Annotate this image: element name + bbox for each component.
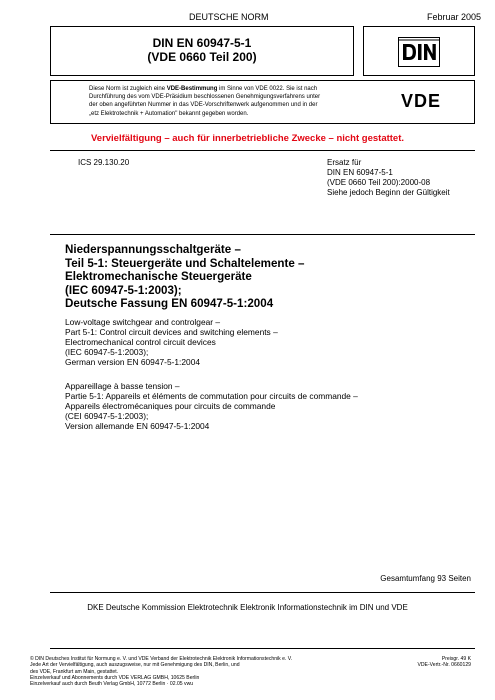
vde-note-text: Diese Norm ist zugleich eine VDE-Bestimmung im Sinne von VDE 0022. Sie ist nach Durchführung des vom VDE-Präsidium beschlossenen Genehmigungsverfahrens unter der oben angeführten Nummer in das VDE-Vorschriftenwerk aufgenommen und in der „etz Elektrotechnik + Automation" bekannt gegeben worden. <box>89 86 321 117</box>
ics-code: ICS 29.130.20 <box>78 158 130 167</box>
divider-title <box>50 234 475 235</box>
title-french: Appareillage à basse tension – Partie 5-1: Appareils et éléments de commutation pour circuits de commande – Appareils électromécaniques pour circuits de commande (CEI 60947-5-1:2003); Version allemande EN 60947-5-1:2004 <box>65 381 358 431</box>
title-german: Niederspannungsschaltgeräte – Teil 5-1: Steuergeräte und Schaltelemente – Elektromechanische Steuergeräte (IEC 60947-5-1:2003); Deutsche Fassung EN 60947-5-1:2004 <box>65 243 305 310</box>
title-english: Low-voltage switchgear and controlgear – Part 5-1: Control circuit devices and switching elements – Electromechanical control circuit devices (IEC 60947-5-1:2003); German version EN 60947-5-1:2004 <box>65 317 278 367</box>
header-date: Februar 2005 <box>426 12 481 22</box>
divider-top <box>50 150 475 151</box>
replacement-info: Ersatz für DIN EN 60947-5-1 (VDE 0660 Teil 200):2000-08 Siehe jedoch Beginn der Gültigkeit <box>327 158 450 197</box>
vde-classification: (VDE 0660 Teil 200) <box>147 50 257 64</box>
divider-dke <box>50 592 475 593</box>
vde-note-box <box>50 80 475 124</box>
standard-number-box <box>50 26 354 76</box>
din-logo-box <box>363 26 475 76</box>
standard-number: DIN EN 60947-5-1 <box>152 36 252 50</box>
total-pages: Gesamtumfang 93 Seiten <box>380 574 471 583</box>
price-info: Preisgr. 49 K VDE-Vertr.-Nr. 0660129 <box>417 656 471 669</box>
vde-logo: VDE <box>401 91 442 111</box>
header-standard-type: DEUTSCHE NORM <box>189 12 269 22</box>
reproduction-notice: Vervielfältigung – auch für innerbetriebliche Zwecke – nicht gestattet. <box>90 133 405 144</box>
copyright-footer: © DIN Deutsches Institut für Normung e. V. und VDE Verband der Elektrotechnik Elektronik Informationstechnik e. V. Jede Art der Vervielfältigung, auch auszugsweise, nur mit Genehmigung des DIN, Berlin, und des VDE, Frankfurt am Main, gestattet. Einzelverkauf und Abonnements durch VDE VERLAG GMBH, 10625 Berlin Einzelverkauf auch durch Beuth Verlag GmbH, 10772 Berlin · 02.05 vwu <box>30 656 293 688</box>
din-logo-icon <box>398 37 440 67</box>
divider-footer <box>50 648 475 649</box>
dke-publisher: DKE Deutsche Kommission Elektrotechnik Elektronik Informationstechnik im DIN und VDE <box>87 603 408 612</box>
